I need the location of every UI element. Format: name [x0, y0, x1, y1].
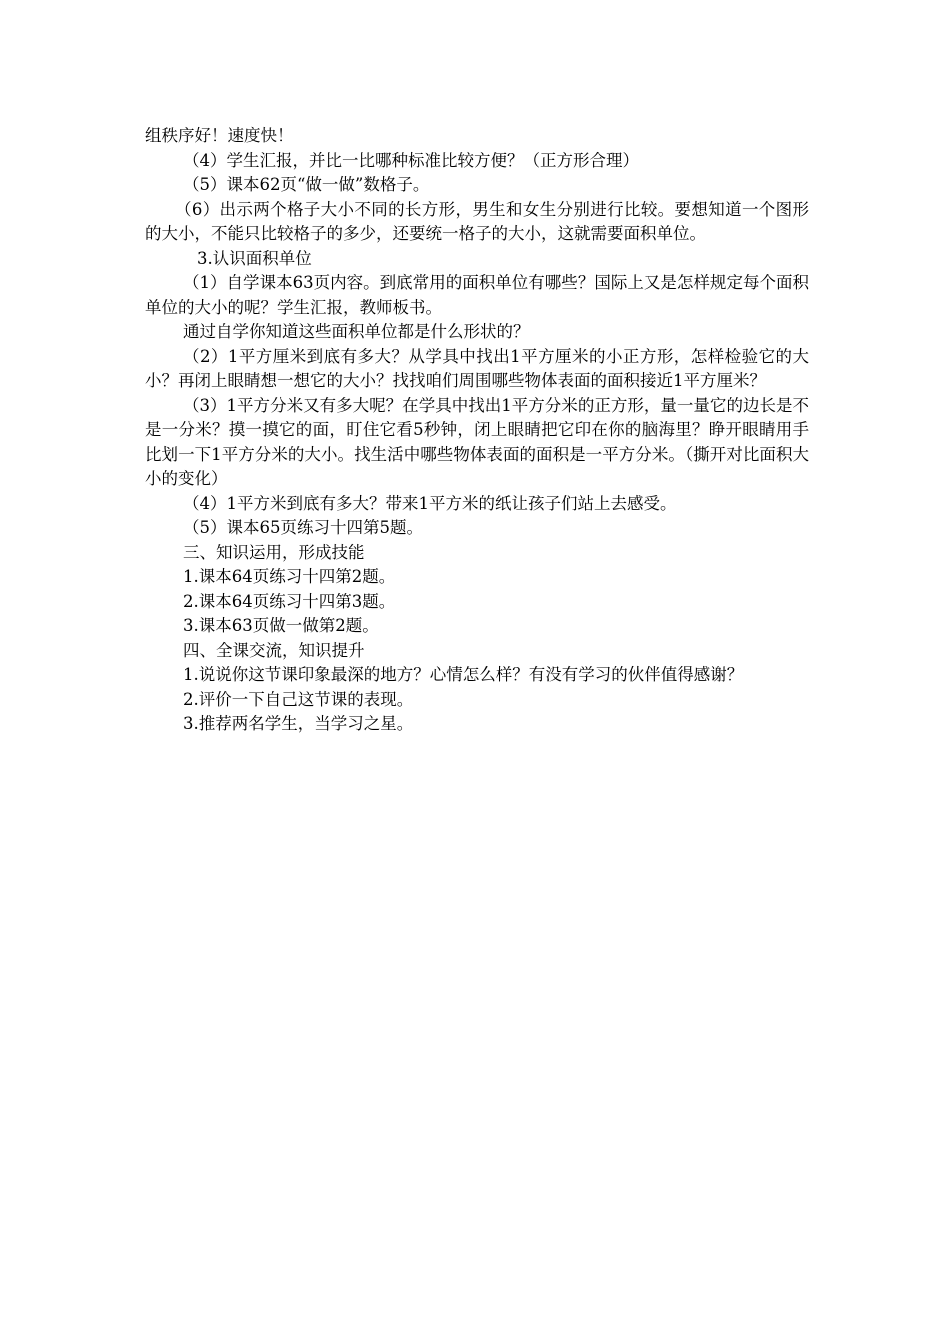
section-heading: 3.认识面积单位 — [197, 248, 312, 268]
paragraph: （5）课本65页练习十四第5题。 — [183, 518, 423, 537]
list-item: 1.课本64页练习十四第2题。 — [183, 567, 396, 586]
document-body — [145, 124, 809, 737]
paragraph: （5）课本62页“做一做”数格子。 — [183, 175, 430, 194]
list-item: 2.课本64页练习十四第3题。 — [183, 591, 396, 611]
paragraph: （1）自学课本63页内容。到底常用的面积单位有哪些？国际上又是怎样规定每个面积单位的大小的呢？学生汇报，教师板书。 — [145, 273, 809, 317]
list-item: 3.推荐两名学生，当学习之星。 — [183, 714, 414, 733]
section-heading: 三、知识运用，形成技能 — [183, 542, 365, 562]
section-heading: 四、全课交流，知识提升 — [183, 640, 365, 660]
paragraph: （4）1平方米到底有多大？带来1平方米的纸让孩子们站上去感受。 — [183, 493, 677, 513]
paragraph: （3）1平方分米又有多大呢？在学具中找出1平方分米的正方形，量一量它的边长是不是一分米？摸一摸它的面，盯住它看5秒钟，闭上眼睛把它印在你的脑海里？睁开眼睛用手比划一下1平方分米的大小。找生活中哪些物体表面的面积是一平方分米。（撕开对比面积大小的变化） — [145, 395, 809, 488]
paragraph: （4）学生汇报，并比一比哪种标准比较方便？（正方形合理） — [183, 150, 639, 170]
paragraph: 组秩序好！速度快！ — [145, 126, 294, 145]
paragraph: （2）1平方厘米到底有多大？从学具中找出1平方厘米的小正方形，怎样检验它的大小？再闭上眼睛想一想它的大小？找找咱们周围哪些物体表面的面积接近1平方厘米？ — [145, 346, 809, 390]
list-item: 1.说说你这节课印象最深的地方？心情怎么样？有没有学习的伙伴值得感谢？ — [183, 665, 744, 684]
paragraph: （6）出示两个格子大小不同的长方形，男生和女生分别进行比较。要想知道一个图形的大小，不能只比较格子的多少，还要统一格子的大小，这就需要面积单位。 — [145, 199, 809, 243]
list-item: 2.评价一下自己这节课的表现。 — [183, 689, 414, 709]
list-item: 3.课本63页做一做第2题。 — [183, 616, 379, 635]
paragraph: 通过自学你知道这些面积单位都是什么形状的？ — [183, 322, 530, 341]
